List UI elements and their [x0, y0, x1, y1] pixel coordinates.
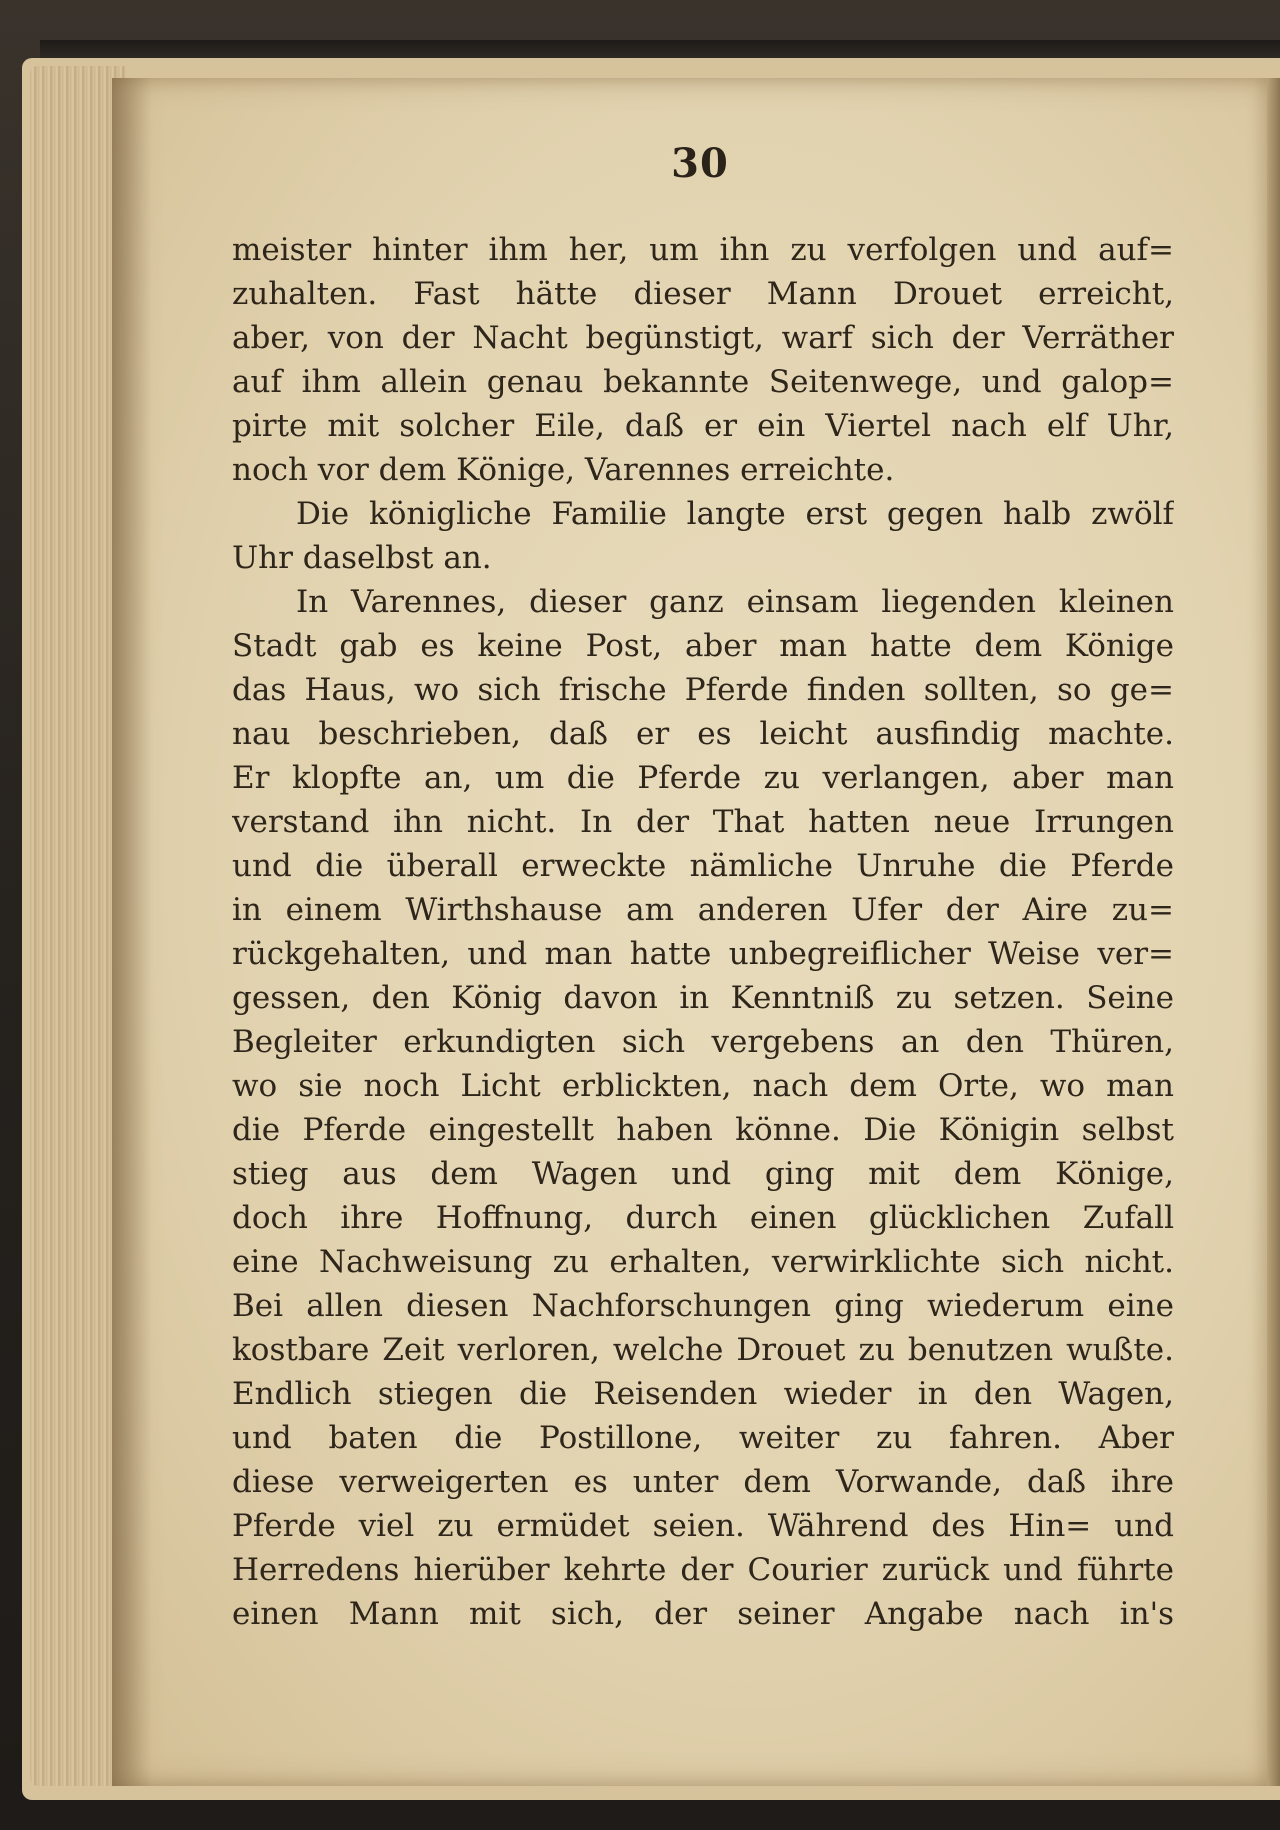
- text-line: In Varennes, dieser ganz einsam liegenden kleinen: [296, 584, 1174, 620]
- text-line: Die königliche Familie langte erst gegen halb zwölf: [296, 496, 1174, 532]
- text-line: doch ihre Hoffnung, durch einen glücklichen Zufall: [232, 1200, 1174, 1236]
- text-line: auf ihm allein genau bekannte Seitenwege, und galop=: [232, 364, 1174, 400]
- text-line: stieg aus dem Wagen und ging mit dem Könige,: [232, 1156, 1174, 1192]
- text-line: Endlich stiegen die Reisenden wieder in den Wagen,: [232, 1376, 1174, 1412]
- text-line: aber, von der Nacht begünstigt, warf sich der Verräther: [232, 320, 1174, 356]
- text-line: eine Nachweisung zu erhalten, verwirklichte sich nicht.: [232, 1244, 1174, 1280]
- text-line: Herredens hierüber kehrte der Courier zurück und führte: [232, 1552, 1174, 1588]
- text-line: einen Mann mit sich, der seiner Angabe nach in's: [232, 1596, 1174, 1632]
- text-line: rückgehalten, und man hatte unbegreiflicher Weise ver=: [232, 936, 1174, 972]
- text-line: Er klopfte an, um die Pferde zu verlangen, aber man: [232, 760, 1174, 796]
- text-line: und baten die Postillone, weiter zu fahren. Aber: [232, 1420, 1174, 1456]
- text-line: in einem Wirthshause am anderen Ufer der Aire zu=: [232, 892, 1174, 928]
- page-right-edge: [1267, 78, 1280, 1786]
- spine-shadow: [112, 78, 152, 1786]
- text-line: Bei allen diesen Nachforschungen ging wiederum eine: [232, 1288, 1174, 1324]
- text-line: Begleiter erkundigten sich vergebens an den Thüren,: [232, 1024, 1174, 1060]
- text-line: verstand ihn nicht. In der That hatten neue Irrungen: [232, 804, 1174, 840]
- text-line: diese verweigerten es unter dem Vorwande, daß ihre: [232, 1464, 1174, 1500]
- text-line: Uhr daselbst an.: [232, 540, 492, 576]
- text-line: noch vor dem Könige, Varennes erreichte.: [232, 452, 895, 488]
- page-text: [232, 228, 1174, 1636]
- text-line: Stadt gab es keine Post, aber man hatte dem Könige: [232, 628, 1174, 664]
- text-line: Pferde viel zu ermüdet seien. Während des Hin= und: [232, 1508, 1174, 1544]
- text-line: zuhalten. Fast hätte dieser Mann Drouet erreicht,: [232, 276, 1174, 312]
- text-line: meister hinter ihm her, um ihn zu verfolgen und auf=: [232, 232, 1174, 268]
- text-line: das Haus, wo sich frische Pferde finden sollten, so ge=: [232, 672, 1174, 708]
- text-line: kostbare Zeit verloren, welche Drouet zu benutzen wußte.: [232, 1332, 1174, 1368]
- page-number: 30: [671, 140, 729, 187]
- text-line: nau beschrieben, daß er es leicht ausfindig machte.: [232, 716, 1174, 752]
- text-line: wo sie noch Licht erblickten, nach dem Orte, wo man: [232, 1068, 1174, 1104]
- text-line: gessen, den König davon in Kenntniß zu setzen. Seine: [232, 980, 1174, 1016]
- text-line: und die überall erweckte nämliche Unruhe die Pferde: [232, 848, 1174, 884]
- text-line: pirte mit solcher Eile, daß er ein Viertel nach elf Uhr,: [232, 408, 1174, 444]
- text-line: die Pferde eingestellt haben könne. Die Königin selbst: [232, 1112, 1174, 1148]
